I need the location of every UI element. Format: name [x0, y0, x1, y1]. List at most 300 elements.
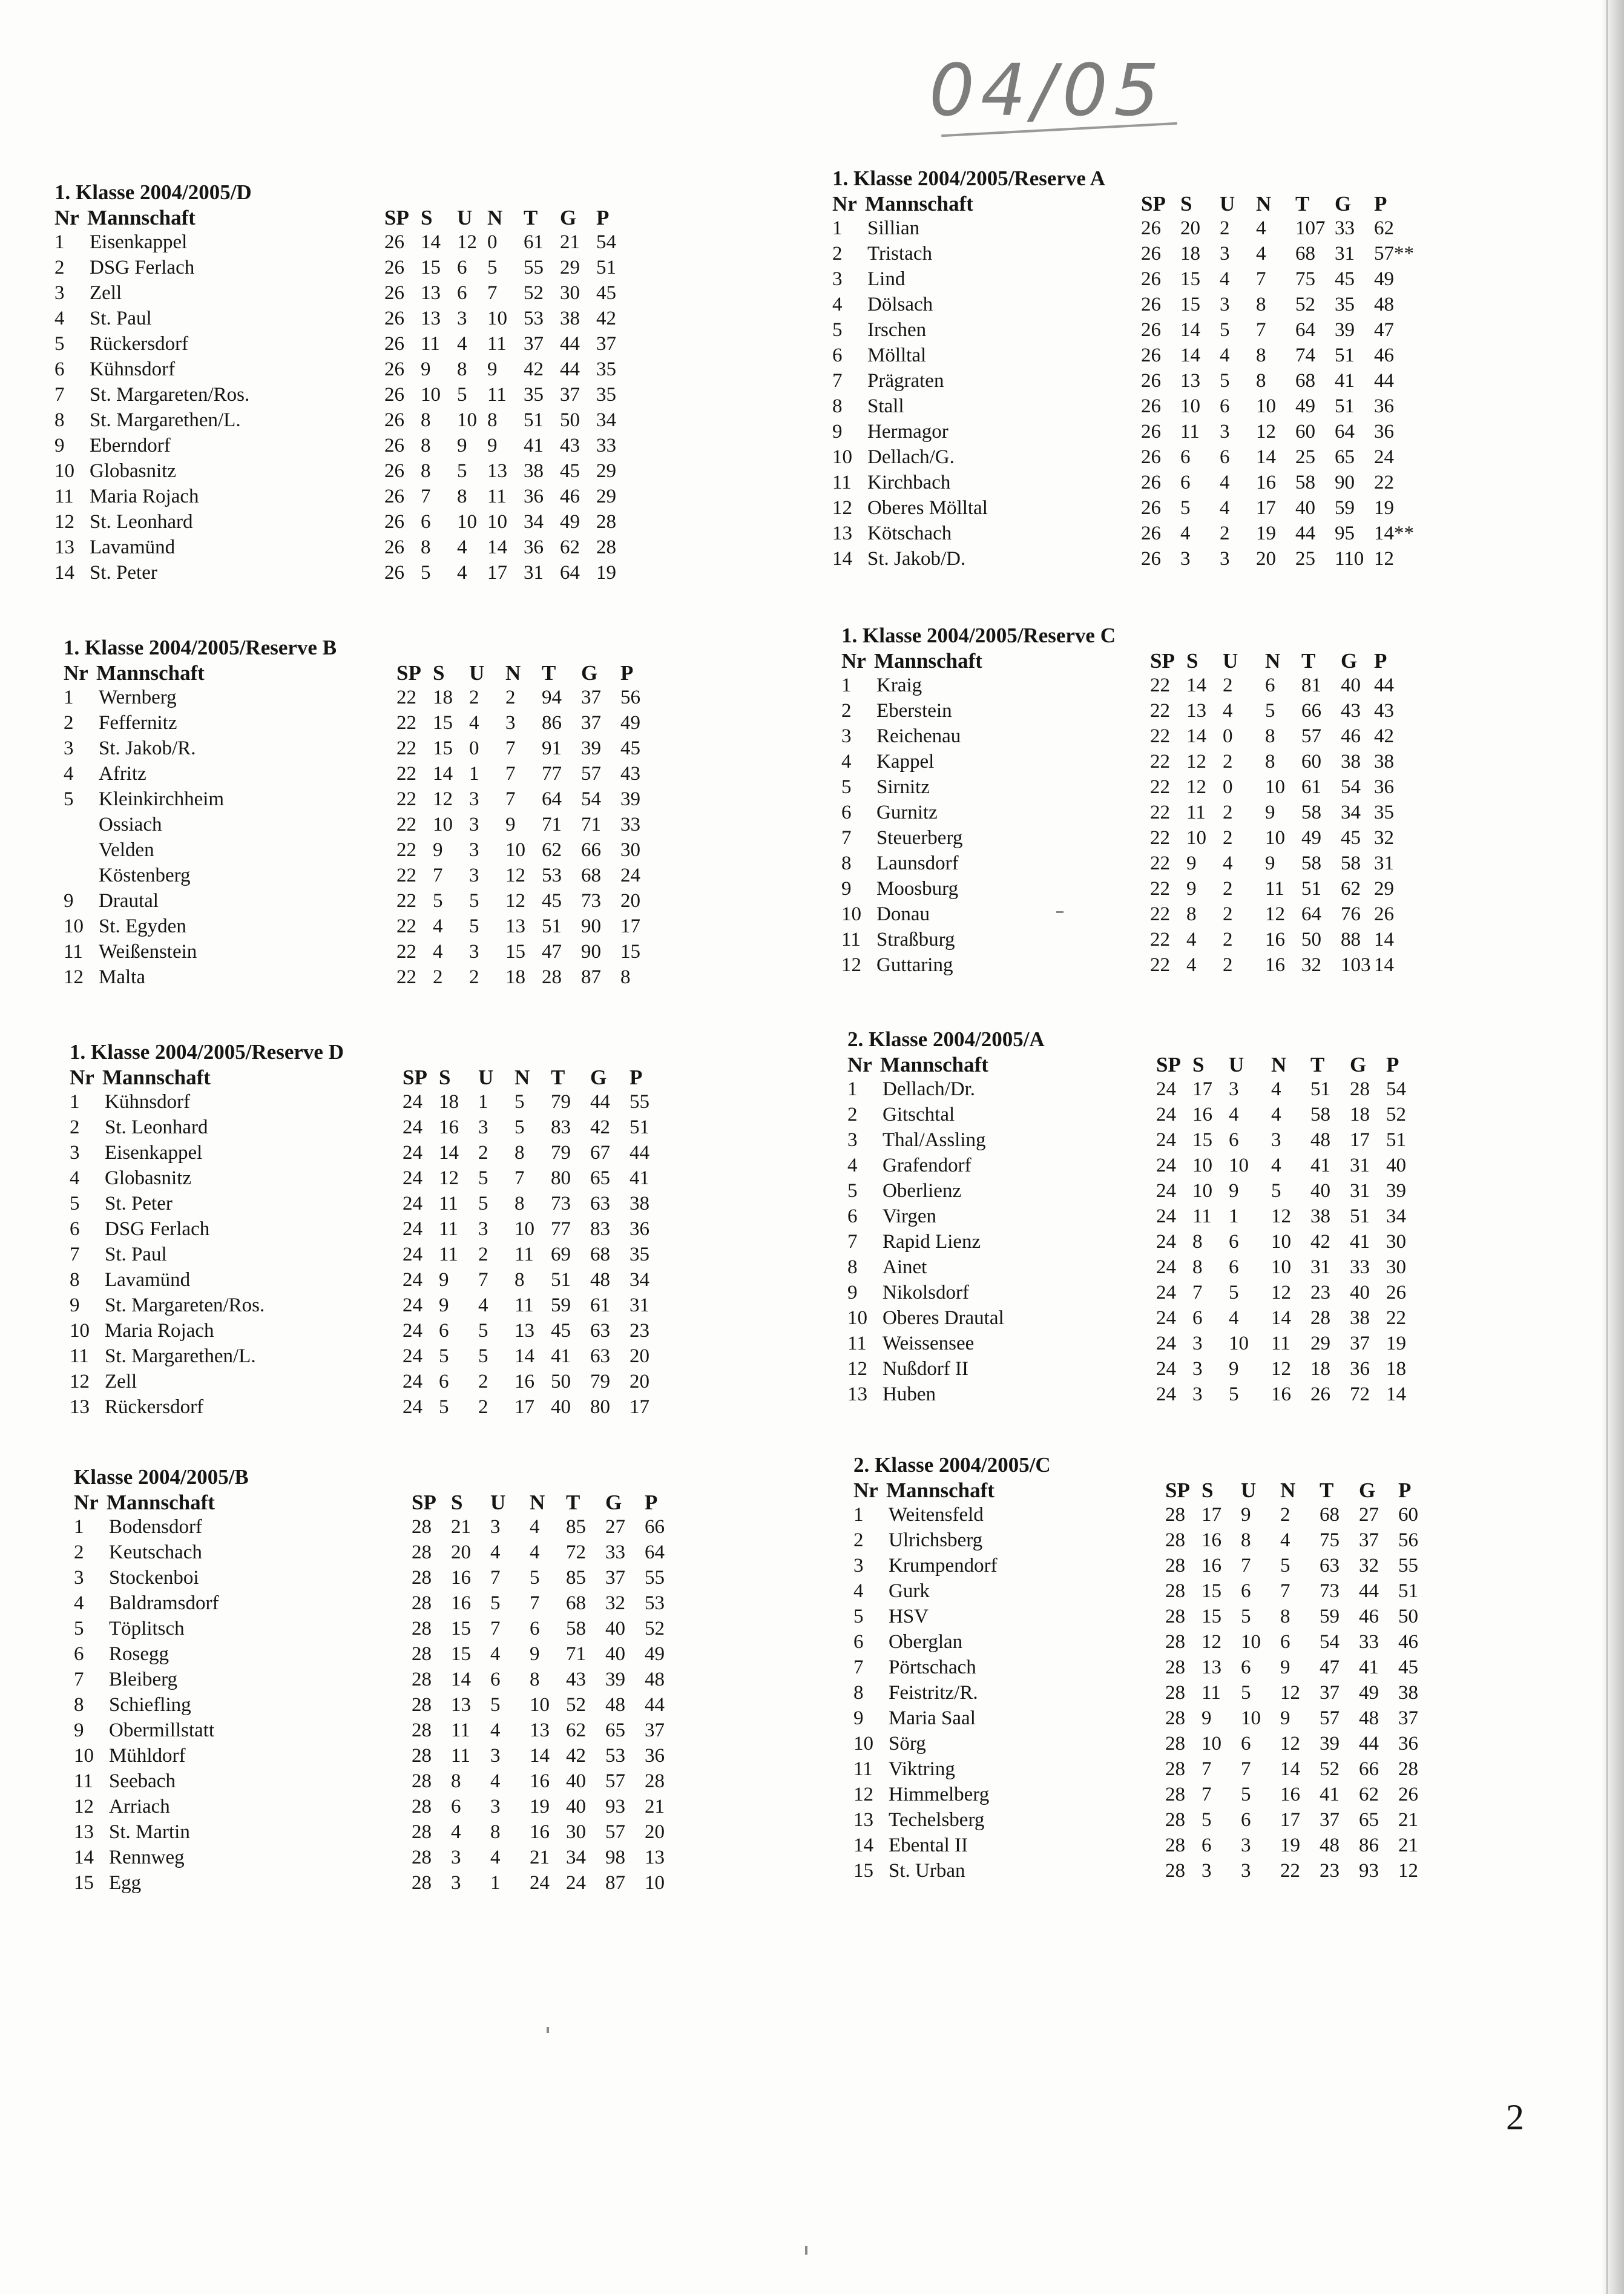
stat-n: 24: [530, 1872, 550, 1894]
stat-sp: 26: [384, 333, 404, 355]
stat-header-sp: SP: [384, 206, 409, 229]
team-name: Afritz: [99, 763, 146, 785]
team-name: Launsdorf: [876, 852, 959, 874]
table-row: [841, 903, 1543, 929]
table-row: [841, 929, 1543, 954]
stat-header-g: G: [581, 661, 598, 685]
stat-g: 43: [560, 435, 580, 456]
stat-g: 57: [605, 1770, 625, 1792]
stat-n: 5: [487, 257, 498, 279]
stat-t: 60: [1301, 751, 1321, 773]
stat-n: 9: [1280, 1707, 1290, 1729]
stat-s: 15: [451, 1643, 471, 1665]
row-number: 11: [853, 1758, 873, 1780]
stat-sp: 26: [1141, 319, 1161, 341]
row-number: 5: [847, 1180, 858, 1202]
team-name: Kühnsdorf: [90, 358, 176, 380]
stat-header-n: N: [505, 661, 521, 685]
stat-s: 3: [1192, 1358, 1203, 1380]
stat-n: 10: [505, 839, 525, 861]
stat-u: 3: [1241, 1834, 1251, 1856]
row-number: 12: [64, 966, 84, 988]
stat-t: 26: [1310, 1383, 1330, 1405]
table-row: [74, 1770, 776, 1796]
row-number: 9: [832, 421, 843, 443]
stat-t: 45: [551, 1320, 571, 1342]
stat-sp: 22: [396, 839, 416, 861]
stat-p: 38: [1374, 751, 1394, 773]
stat-g: 17: [1350, 1129, 1370, 1151]
stat-u: 6: [1220, 446, 1230, 468]
stat-t: 69: [551, 1244, 571, 1265]
stat-n: 7: [505, 763, 516, 785]
table-row: [832, 243, 1534, 268]
stat-n: 14: [514, 1345, 534, 1367]
stat-s: 10: [1192, 1155, 1212, 1176]
stat-n: 6: [1265, 674, 1275, 696]
stat-sp: 28: [1165, 1631, 1185, 1653]
stat-header-sp: SP: [1150, 649, 1175, 673]
stat-u: 4: [490, 1719, 501, 1741]
stat-t: 51: [1310, 1078, 1330, 1100]
stat-u: 5: [1220, 319, 1230, 341]
row-number: 1: [54, 231, 65, 253]
stat-sp: 24: [403, 1294, 422, 1316]
stat-u: 10: [457, 409, 477, 431]
stat-u: 7: [490, 1618, 501, 1640]
team-name: DSG Ferlach: [90, 257, 195, 279]
row-number: 1: [841, 674, 852, 696]
stat-s: 13: [451, 1694, 471, 1716]
scan-edge-line: [1606, 0, 1608, 2294]
table-row: [841, 674, 1543, 700]
stat-g: 48: [605, 1694, 625, 1716]
stat-n: 20: [1256, 548, 1276, 570]
stat-p: 55: [645, 1567, 665, 1589]
stat-sp: 24: [403, 1396, 422, 1418]
stat-p: 56: [620, 687, 640, 708]
stat-s: 12: [433, 788, 453, 810]
handwritten-season-note: 04/05: [929, 48, 1166, 132]
stat-n: 19: [530, 1796, 550, 1818]
stat-sp: 28: [412, 1618, 432, 1640]
table-row: [841, 751, 1543, 776]
stat-p: 33: [596, 435, 616, 456]
stat-s: 4: [1186, 954, 1197, 976]
stat-t: 28: [1310, 1307, 1330, 1329]
stat-s: 13: [1180, 370, 1200, 392]
stat-g: 37: [581, 687, 601, 708]
stat-t: 39: [1320, 1733, 1340, 1755]
stat-u: 6: [1241, 1580, 1251, 1602]
team-name: Rückersdorf: [105, 1396, 204, 1418]
stat-t: 91: [542, 737, 562, 759]
stat-s: 5: [421, 562, 431, 584]
stat-header-p: P: [645, 1491, 658, 1514]
row-number: 4: [74, 1592, 84, 1614]
stat-p: 47: [1374, 319, 1394, 341]
stat-t: 64: [1301, 903, 1321, 925]
stat-g: 62: [560, 536, 580, 558]
stat-s: 20: [1180, 217, 1200, 239]
stat-sp: 28: [1165, 1529, 1185, 1551]
stat-u: 4: [1220, 268, 1230, 290]
stat-n: 8: [1256, 344, 1266, 366]
stat-u: 2: [1223, 827, 1233, 849]
table-row: [847, 1155, 1550, 1180]
stat-p: 39: [1386, 1180, 1406, 1202]
table-row: [832, 446, 1534, 472]
stat-n: 9: [1265, 802, 1275, 823]
stat-n: 10: [1271, 1231, 1291, 1253]
table-row: [54, 308, 757, 333]
stat-sp: 28: [412, 1643, 432, 1665]
stat-t: 40: [566, 1770, 586, 1792]
stat-g: 54: [581, 788, 601, 810]
team-name: Eisenkappel: [105, 1142, 203, 1164]
table-row: [54, 562, 757, 587]
stat-g: 63: [590, 1193, 610, 1215]
stat-p: 14**: [1374, 522, 1414, 544]
row-number: 14: [853, 1834, 873, 1856]
stat-s: 4: [433, 915, 443, 937]
stat-g: 40: [1341, 674, 1361, 696]
table-row: [832, 268, 1534, 294]
stat-p: 48: [645, 1669, 665, 1690]
stat-s: 6: [1180, 472, 1191, 493]
stat-sp: 22: [396, 788, 416, 810]
stat-p: 17: [620, 915, 640, 937]
stat-u: 3: [1241, 1860, 1251, 1882]
stat-s: 11: [1180, 421, 1200, 443]
stat-sp: 22: [1150, 725, 1170, 747]
team-name: Stockenboi: [109, 1567, 199, 1589]
stat-t: 61: [524, 231, 544, 253]
table-row: [54, 231, 757, 257]
stat-t: 25: [1295, 446, 1315, 468]
stat-s: 9: [433, 839, 443, 861]
stat-sp: 24: [1156, 1358, 1176, 1380]
stat-header-s: S: [421, 206, 433, 229]
stat-sp: 28: [412, 1592, 432, 1614]
stat-g: 65: [1335, 446, 1355, 468]
stat-p: 28: [645, 1770, 665, 1792]
stat-g: 48: [1359, 1707, 1379, 1729]
stat-header-s: S: [451, 1491, 463, 1514]
row-number: 11: [74, 1770, 93, 1792]
team-name: Mölltal: [867, 344, 927, 366]
stat-t: 38: [1310, 1205, 1330, 1227]
mannschaft-header: Mannschaft: [874, 649, 982, 673]
stat-p: 35: [1374, 802, 1394, 823]
stat-n: 19: [1280, 1834, 1300, 1856]
stat-t: 50: [551, 1371, 571, 1393]
stat-t: 25: [1295, 548, 1315, 570]
stat-t: 75: [1320, 1529, 1340, 1551]
team-name: St. Peter: [105, 1193, 173, 1215]
stat-s: 4: [1186, 929, 1197, 951]
stat-g: 86: [1359, 1834, 1379, 1856]
row-number: 10: [847, 1307, 867, 1329]
stat-n: 17: [514, 1396, 534, 1418]
stat-n: 12: [1280, 1682, 1300, 1704]
stat-p: 42: [1374, 725, 1394, 747]
stat-n: 5: [1271, 1180, 1281, 1202]
stat-p: 51: [1398, 1580, 1418, 1602]
stat-g: 53: [605, 1745, 625, 1767]
stat-p: 20: [620, 890, 640, 912]
stat-s: 13: [421, 308, 441, 329]
stat-sp: 24: [403, 1320, 422, 1342]
row-number: 4: [832, 294, 843, 315]
stat-sp: 24: [403, 1244, 422, 1265]
stat-n: 16: [514, 1371, 534, 1393]
stat-g: 31: [1335, 243, 1355, 265]
stat-header-s: S: [1180, 192, 1192, 216]
table-title: 1. Klasse 2004/2005/Reserve D: [70, 1040, 344, 1064]
stat-header-u: U: [478, 1066, 494, 1089]
stat-t: 31: [1310, 1256, 1330, 1278]
stat-s: 5: [433, 890, 443, 912]
team-name: Dellach/Dr.: [883, 1078, 976, 1100]
stat-u: 3: [469, 865, 479, 886]
stat-t: 77: [542, 763, 562, 785]
stat-p: 24: [1374, 446, 1394, 468]
table-row: [847, 1307, 1550, 1333]
row-number: 11: [847, 1333, 867, 1354]
row-number: 13: [74, 1821, 94, 1843]
stat-g: 37: [605, 1567, 625, 1589]
stat-s: 6: [1192, 1307, 1203, 1329]
stat-header-sp: SP: [403, 1066, 427, 1089]
stat-u: 4: [1229, 1104, 1239, 1126]
stat-p: 45: [620, 737, 640, 759]
team-name: Kraig: [876, 674, 922, 696]
stat-p: 24: [620, 865, 640, 886]
stat-g: 44: [560, 333, 580, 355]
stat-s: 18: [433, 687, 453, 708]
row-number: 5: [64, 788, 74, 810]
stat-p: 20: [630, 1371, 649, 1393]
stat-sp: 26: [384, 308, 404, 329]
stat-n: 7: [514, 1167, 525, 1189]
team-name: Rosegg: [109, 1643, 169, 1665]
stat-u: 6: [1229, 1231, 1239, 1253]
stat-header-p: P: [1386, 1053, 1399, 1076]
stat-s: 17: [1192, 1078, 1212, 1100]
stat-sp: 28: [1165, 1860, 1185, 1882]
row-number: 10: [853, 1733, 873, 1755]
stat-g: 31: [1350, 1155, 1370, 1176]
league-table: [74, 1465, 776, 1901]
table-row: [841, 776, 1543, 802]
row-number: 4: [64, 763, 74, 785]
stat-u: 8: [457, 358, 467, 380]
stat-p: 37: [645, 1719, 665, 1741]
row-number: 2: [853, 1529, 864, 1551]
stat-g: 90: [1335, 472, 1355, 493]
stat-s: 5: [439, 1396, 449, 1418]
scan-speck: [547, 2027, 549, 2033]
stat-s: 4: [451, 1821, 461, 1843]
stat-u: 5: [1241, 1784, 1251, 1805]
nr-header: Nr: [54, 206, 79, 229]
stat-n: 7: [505, 788, 516, 810]
stat-n: 12: [1271, 1205, 1291, 1227]
stat-s: 11: [1192, 1205, 1212, 1227]
stat-header-u: U: [1223, 649, 1238, 673]
stat-t: 62: [566, 1719, 586, 1741]
team-name: Bodensdorf: [109, 1516, 202, 1538]
stat-u: 4: [1220, 344, 1230, 366]
stat-u: 6: [1220, 395, 1230, 417]
stat-g: 50: [560, 409, 580, 431]
table-row: [847, 1383, 1550, 1409]
stat-t: 28: [542, 966, 562, 988]
stat-sp: 22: [1150, 802, 1170, 823]
table-rows: [64, 687, 766, 992]
stat-sp: 22: [1150, 674, 1170, 696]
stat-t: 48: [1310, 1129, 1330, 1151]
stat-header-p: P: [1374, 649, 1387, 673]
stat-t: 68: [566, 1592, 586, 1614]
stat-n: 9: [505, 814, 516, 836]
stat-p: 54: [596, 231, 616, 253]
nr-header: Nr: [847, 1053, 872, 1076]
stat-g: 66: [1359, 1758, 1379, 1780]
stat-p: 51: [630, 1116, 649, 1138]
stat-n: 4: [530, 1516, 540, 1538]
stat-t: 49: [1295, 395, 1315, 417]
stat-sp: 26: [1141, 446, 1161, 468]
stat-sp: 26: [1141, 472, 1161, 493]
row-number: 4: [841, 751, 852, 773]
stat-g: 93: [605, 1796, 625, 1818]
row-number: 2: [832, 243, 843, 265]
stat-p: 52: [1386, 1104, 1406, 1126]
table-row: [832, 217, 1534, 243]
stat-t: 53: [524, 308, 544, 329]
team-name: Eberndorf: [90, 435, 171, 456]
stat-s: 15: [1192, 1129, 1212, 1151]
stat-u: 3: [469, 788, 479, 810]
stat-n: 7: [530, 1592, 540, 1614]
stat-t: 54: [1320, 1631, 1340, 1653]
stat-g: 62: [1341, 878, 1361, 900]
table-rows: [70, 1091, 772, 1422]
stat-s: 10: [1180, 395, 1200, 417]
stat-n: 8: [1280, 1606, 1290, 1627]
stat-n: 4: [1271, 1155, 1281, 1176]
table-row: [54, 486, 757, 511]
row-number: 5: [832, 319, 843, 341]
team-name: Moosburg: [876, 878, 959, 900]
stat-n: 8: [514, 1193, 525, 1215]
row-number: 8: [847, 1256, 858, 1278]
stat-g: 21: [560, 231, 580, 253]
stat-g: 33: [1359, 1631, 1379, 1653]
stat-p: 19: [596, 562, 616, 584]
stat-g: 48: [590, 1269, 610, 1291]
stat-p: 21: [1398, 1809, 1418, 1831]
row-number: 4: [54, 308, 65, 329]
team-name: St. Egyden: [99, 915, 186, 937]
stat-u: 7: [478, 1269, 488, 1291]
stat-n: 8: [514, 1142, 525, 1164]
table-title: 1. Klasse 2004/2005/Reserve C: [841, 624, 1116, 647]
stat-p: 46: [1398, 1631, 1418, 1653]
stat-t: 50: [1301, 929, 1321, 951]
stat-p: 49: [645, 1643, 665, 1665]
stat-sp: 22: [396, 915, 416, 937]
stat-p: 44: [630, 1142, 649, 1164]
stat-t: 74: [1295, 344, 1315, 366]
stat-s: 11: [451, 1719, 470, 1741]
stat-g: 68: [581, 865, 601, 886]
row-number: 10: [841, 903, 861, 925]
row-number: 11: [832, 472, 852, 493]
table-title: 1. Klasse 2004/2005/Reserve B: [64, 636, 337, 659]
stat-p: 29: [596, 486, 616, 507]
stat-t: 52: [1320, 1758, 1340, 1780]
stat-u: 4: [469, 712, 479, 734]
stat-n: 12: [1265, 903, 1285, 925]
row-number: 10: [832, 446, 852, 468]
table-row: [74, 1847, 776, 1872]
page-number: 2: [1506, 2097, 1524, 2137]
stat-n: 4: [1271, 1104, 1281, 1126]
nr-header: Nr: [64, 661, 88, 685]
stat-t: 40: [1295, 497, 1315, 519]
stat-t: 41: [551, 1345, 571, 1367]
stat-n: 7: [1280, 1580, 1290, 1602]
team-column-header: [54, 206, 196, 230]
table-row: [853, 1580, 1556, 1606]
stat-sp: 22: [396, 814, 416, 836]
stat-sp: 28: [1165, 1784, 1185, 1805]
stat-g: 90: [581, 915, 601, 937]
row-number: 15: [853, 1860, 873, 1882]
table-row: [847, 1358, 1550, 1383]
stat-u: 5: [478, 1167, 488, 1189]
table-row: [64, 839, 766, 865]
table-row: [64, 687, 766, 712]
table-row: [853, 1860, 1556, 1885]
table-row: [847, 1180, 1550, 1205]
stat-sp: 22: [396, 687, 416, 708]
stat-u: 6: [1241, 1809, 1251, 1831]
stat-g: 28: [1350, 1078, 1370, 1100]
row-number: 10: [54, 460, 74, 482]
stat-u: 5: [478, 1320, 488, 1342]
stat-p: 66: [645, 1516, 665, 1538]
mannschaft-header: Mannschaft: [87, 206, 196, 229]
stat-s: 9: [1186, 852, 1197, 874]
team-name: Gurnitz: [876, 802, 938, 823]
stat-p: 22: [1386, 1307, 1406, 1329]
stat-sp: 26: [1141, 522, 1161, 544]
team-name: Eisenkappel: [90, 231, 188, 253]
table-row: [70, 1142, 772, 1167]
stat-header-g: G: [560, 206, 577, 229]
stat-u: 8: [490, 1821, 501, 1843]
stat-s: 21: [451, 1516, 471, 1538]
stat-t: 40: [551, 1396, 571, 1418]
team-name: Baldramsdorf: [109, 1592, 219, 1614]
stat-sp: 26: [1141, 395, 1161, 417]
stat-t: 85: [566, 1516, 586, 1538]
stat-n: 4: [1256, 217, 1266, 239]
